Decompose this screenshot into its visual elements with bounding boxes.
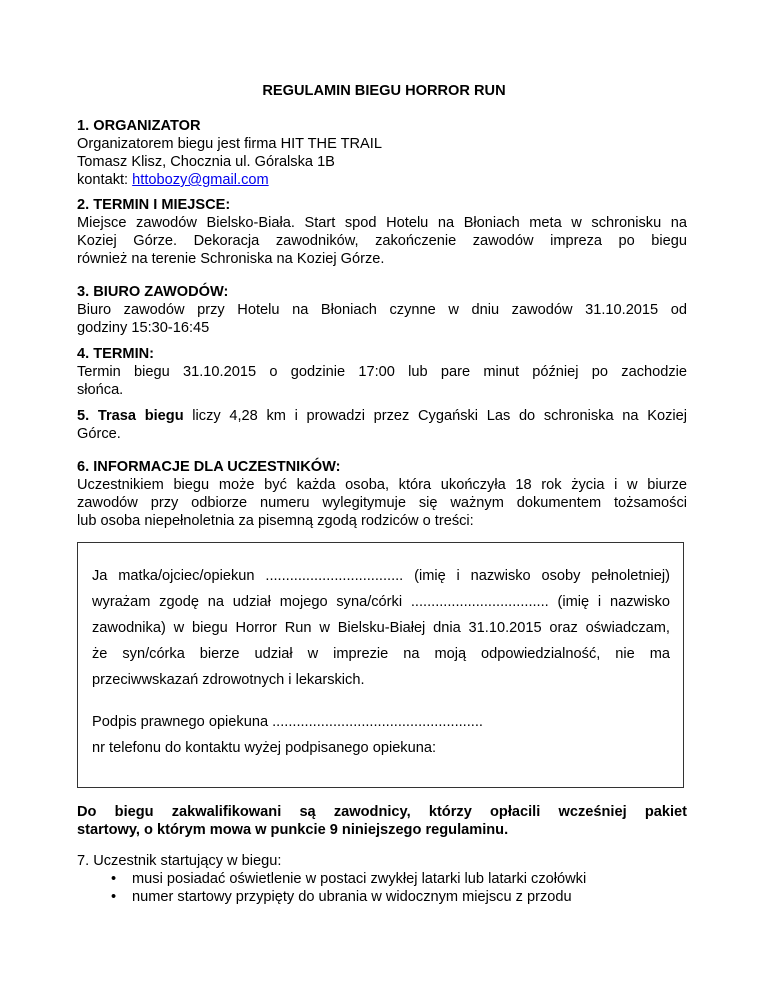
section-intro: 7. Uczestnik startujący w biegu: <box>77 853 282 869</box>
consent-line: Ja matka/ojciec/opiekun .................................. (imię i nazwisko osoby pełnoletniej) <box>92 568 670 584</box>
phone-field: nr telefonu do kontaktu wyżej podpisanego opiekuna: <box>92 740 437 756</box>
paragraph-line <box>77 407 687 425</box>
section-organizer <box>77 117 687 189</box>
section-date-place <box>77 196 687 268</box>
consent-line: że syn/córka bierze udział w imprezie na moją odpowiedzialność, nie ma <box>92 646 670 662</box>
note-line: Do biegu zakwalifikowani są zawodnicy, którzy opłacili wcześniej pakiet <box>77 804 687 820</box>
section-heading: 1. ORGANIZATOR <box>77 118 201 134</box>
contact-label: kontakt: <box>77 172 133 188</box>
list-item <box>111 888 691 906</box>
route-label: 5. Trasa biegu <box>77 408 184 424</box>
contact-email-link[interactable]: httobozy@gmail.com <box>132 172 269 188</box>
section-heading: 2. TERMIN I MIEJSCE: <box>77 197 231 213</box>
paragraph-line: godziny 15:30-16:45 <box>77 320 210 336</box>
paragraph-line: Termin biegu 31.10.2015 o godzinie 17:00 lub pare minut później po zachodzie <box>77 364 687 380</box>
consent-text <box>92 567 670 689</box>
section-route <box>77 407 687 443</box>
section-heading: 3. BIURO ZAWODÓW: <box>77 284 229 300</box>
paragraph-line: Uczestnikiem biegu może być każda osoba, która ukończyła 18 rok życia i w biurze <box>77 477 687 493</box>
note-line: startowy, o którym mowa w punkcie 9 niniejszego regulaminu. <box>77 822 509 838</box>
bullet-glyph: • <box>111 871 117 887</box>
paragraph-line: zawodów przy odbiorze numeru wylegitymuje się ważnym dokumentem tożsamości <box>77 495 687 511</box>
consent-line: zawodnika) w biegu Horror Run w Bielsku-Białej dnia 31.10.2015 oraz oświadczam, <box>92 620 670 636</box>
contact-line <box>77 171 687 189</box>
organizer-address: Tomasz Klisz, Chocznia ul. Góralska 1B <box>77 154 335 170</box>
list-item <box>111 870 691 888</box>
section-participant-requirements <box>77 852 687 870</box>
paragraph-line: Biuro zawodów przy Hotelu na Błoniach czynne w dniu zawodów 31.10.2015 od <box>77 302 687 318</box>
section-heading: 4. TERMIN: <box>77 346 155 362</box>
document-title: REGULAMIN BIEGU HORROR RUN <box>262 83 506 99</box>
section-race-office <box>77 283 687 337</box>
paragraph-line: również na terenie Schroniska na Koziej Górze. <box>77 251 385 267</box>
signature-field: Podpis prawnego opiekuna .................................................... <box>92 714 483 730</box>
paragraph-line: Górce. <box>77 426 121 442</box>
section-participant-info <box>77 458 687 530</box>
paragraph-line: słońca. <box>77 382 124 398</box>
consent-form-box <box>77 542 684 788</box>
bullet-glyph: • <box>111 889 117 905</box>
consent-line: wyrażam zgodę na udział mojego syna/córki .................................. (imię i nazwisko <box>92 594 670 610</box>
qualification-note <box>77 803 687 839</box>
section-term <box>77 345 687 399</box>
requirements-list <box>111 870 691 906</box>
list-item-text: numer startowy przypięty do ubrania w widocznym miejscu z przodu <box>132 889 572 905</box>
organizer-line: Organizatorem biegu jest firma HIT THE TRAIL <box>77 136 382 152</box>
paragraph-line: Miejsce zawodów Bielsko-Biała. Start spod Hotelu na Błoniach meta w schronisku na <box>77 215 687 231</box>
paragraph-line: lub osoba niepełnoletnia za pisemną zgodą rodziców o treści: <box>77 513 474 529</box>
paragraph-line: Koziej Górze. Dekoracja zawodników, zakończenie zawodów impreza po biegu <box>77 233 687 249</box>
route-text: liczy 4,28 km i prowadzi przez Cygański Las do schroniska na Koziej <box>183 408 687 424</box>
section-heading: 6. INFORMACJE DLA UCZESTNIKÓW: <box>77 459 341 475</box>
consent-line: przeciwwskazań zdrowotnych i lekarskich. <box>92 672 365 688</box>
list-item-text: musi posiadać oświetlenie w postaci zwykłej latarki lub latarki czołówki <box>132 871 587 887</box>
